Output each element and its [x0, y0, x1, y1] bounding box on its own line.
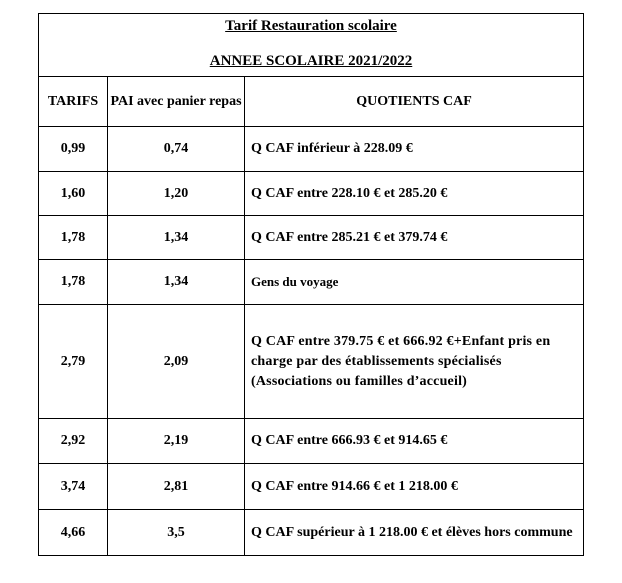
- pai-cell: 2,09: [108, 305, 245, 419]
- tarif-cell: 1,78: [39, 216, 108, 260]
- quotient-cell: Q CAF entre 914.66 € et 1 218.00 €: [245, 464, 584, 510]
- table-row: [39, 127, 584, 172]
- quotient-cell: Q CAF entre 228.10 € et 285.20 €: [245, 172, 584, 216]
- table-row: [39, 216, 584, 260]
- pai-cell: 1,34: [108, 216, 245, 260]
- document-title: Tarif Restauration scolaire: [225, 18, 397, 34]
- quotient-cell: Q CAF entre 666.93 € et 914.65 €: [245, 419, 584, 464]
- pai-cell: 1,34: [108, 260, 245, 305]
- table-row: [39, 419, 584, 464]
- quotient-cell: Q CAF entre 379.75 € et 666.92 €+Enfant pris en charge par des établissements spécialisés (Associations ou familles d’accueil): [245, 305, 584, 419]
- header-row: [39, 77, 584, 127]
- tarif-cell: 4,66: [39, 510, 108, 556]
- pai-cell: 0,74: [108, 127, 245, 172]
- title-row: [39, 14, 584, 77]
- pai-cell: 1,20: [108, 172, 245, 216]
- tarif-cell: 2,79: [39, 305, 108, 419]
- table-row: [39, 172, 584, 216]
- tarif-cell: 0,99: [39, 127, 108, 172]
- table-row: [39, 260, 584, 305]
- school-year-title: ANNEE SCOLAIRE 2021/2022: [209, 53, 413, 69]
- table-row: [39, 305, 584, 419]
- tarif-cell: 1,78: [39, 260, 108, 305]
- tarif-table: [38, 13, 584, 556]
- table-row: [39, 510, 584, 556]
- quotient-cell: Q CAF inférieur à 228.09 €: [245, 127, 584, 172]
- header-quotients: QUOTIENTS CAF: [245, 77, 584, 127]
- quotient-cell: Q CAF entre 285.21 € et 379.74 €: [245, 216, 584, 260]
- header-tarifs: TARIFS: [39, 77, 108, 127]
- table-row: [39, 464, 584, 510]
- quotient-cell: Gens du voyage: [245, 260, 584, 305]
- tarif-cell: 3,74: [39, 464, 108, 510]
- pai-cell: 2,19: [108, 419, 245, 464]
- pai-cell: 3,5: [108, 510, 245, 556]
- pai-cell: 2,81: [108, 464, 245, 510]
- quotient-cell: Q CAF supérieur à 1 218.00 € et élèves hors commune: [245, 510, 584, 556]
- title-cell: [39, 14, 584, 77]
- tarif-cell: 1,60: [39, 172, 108, 216]
- tarif-cell: 2,92: [39, 419, 108, 464]
- header-pai: PAI avec panier repas: [108, 77, 245, 127]
